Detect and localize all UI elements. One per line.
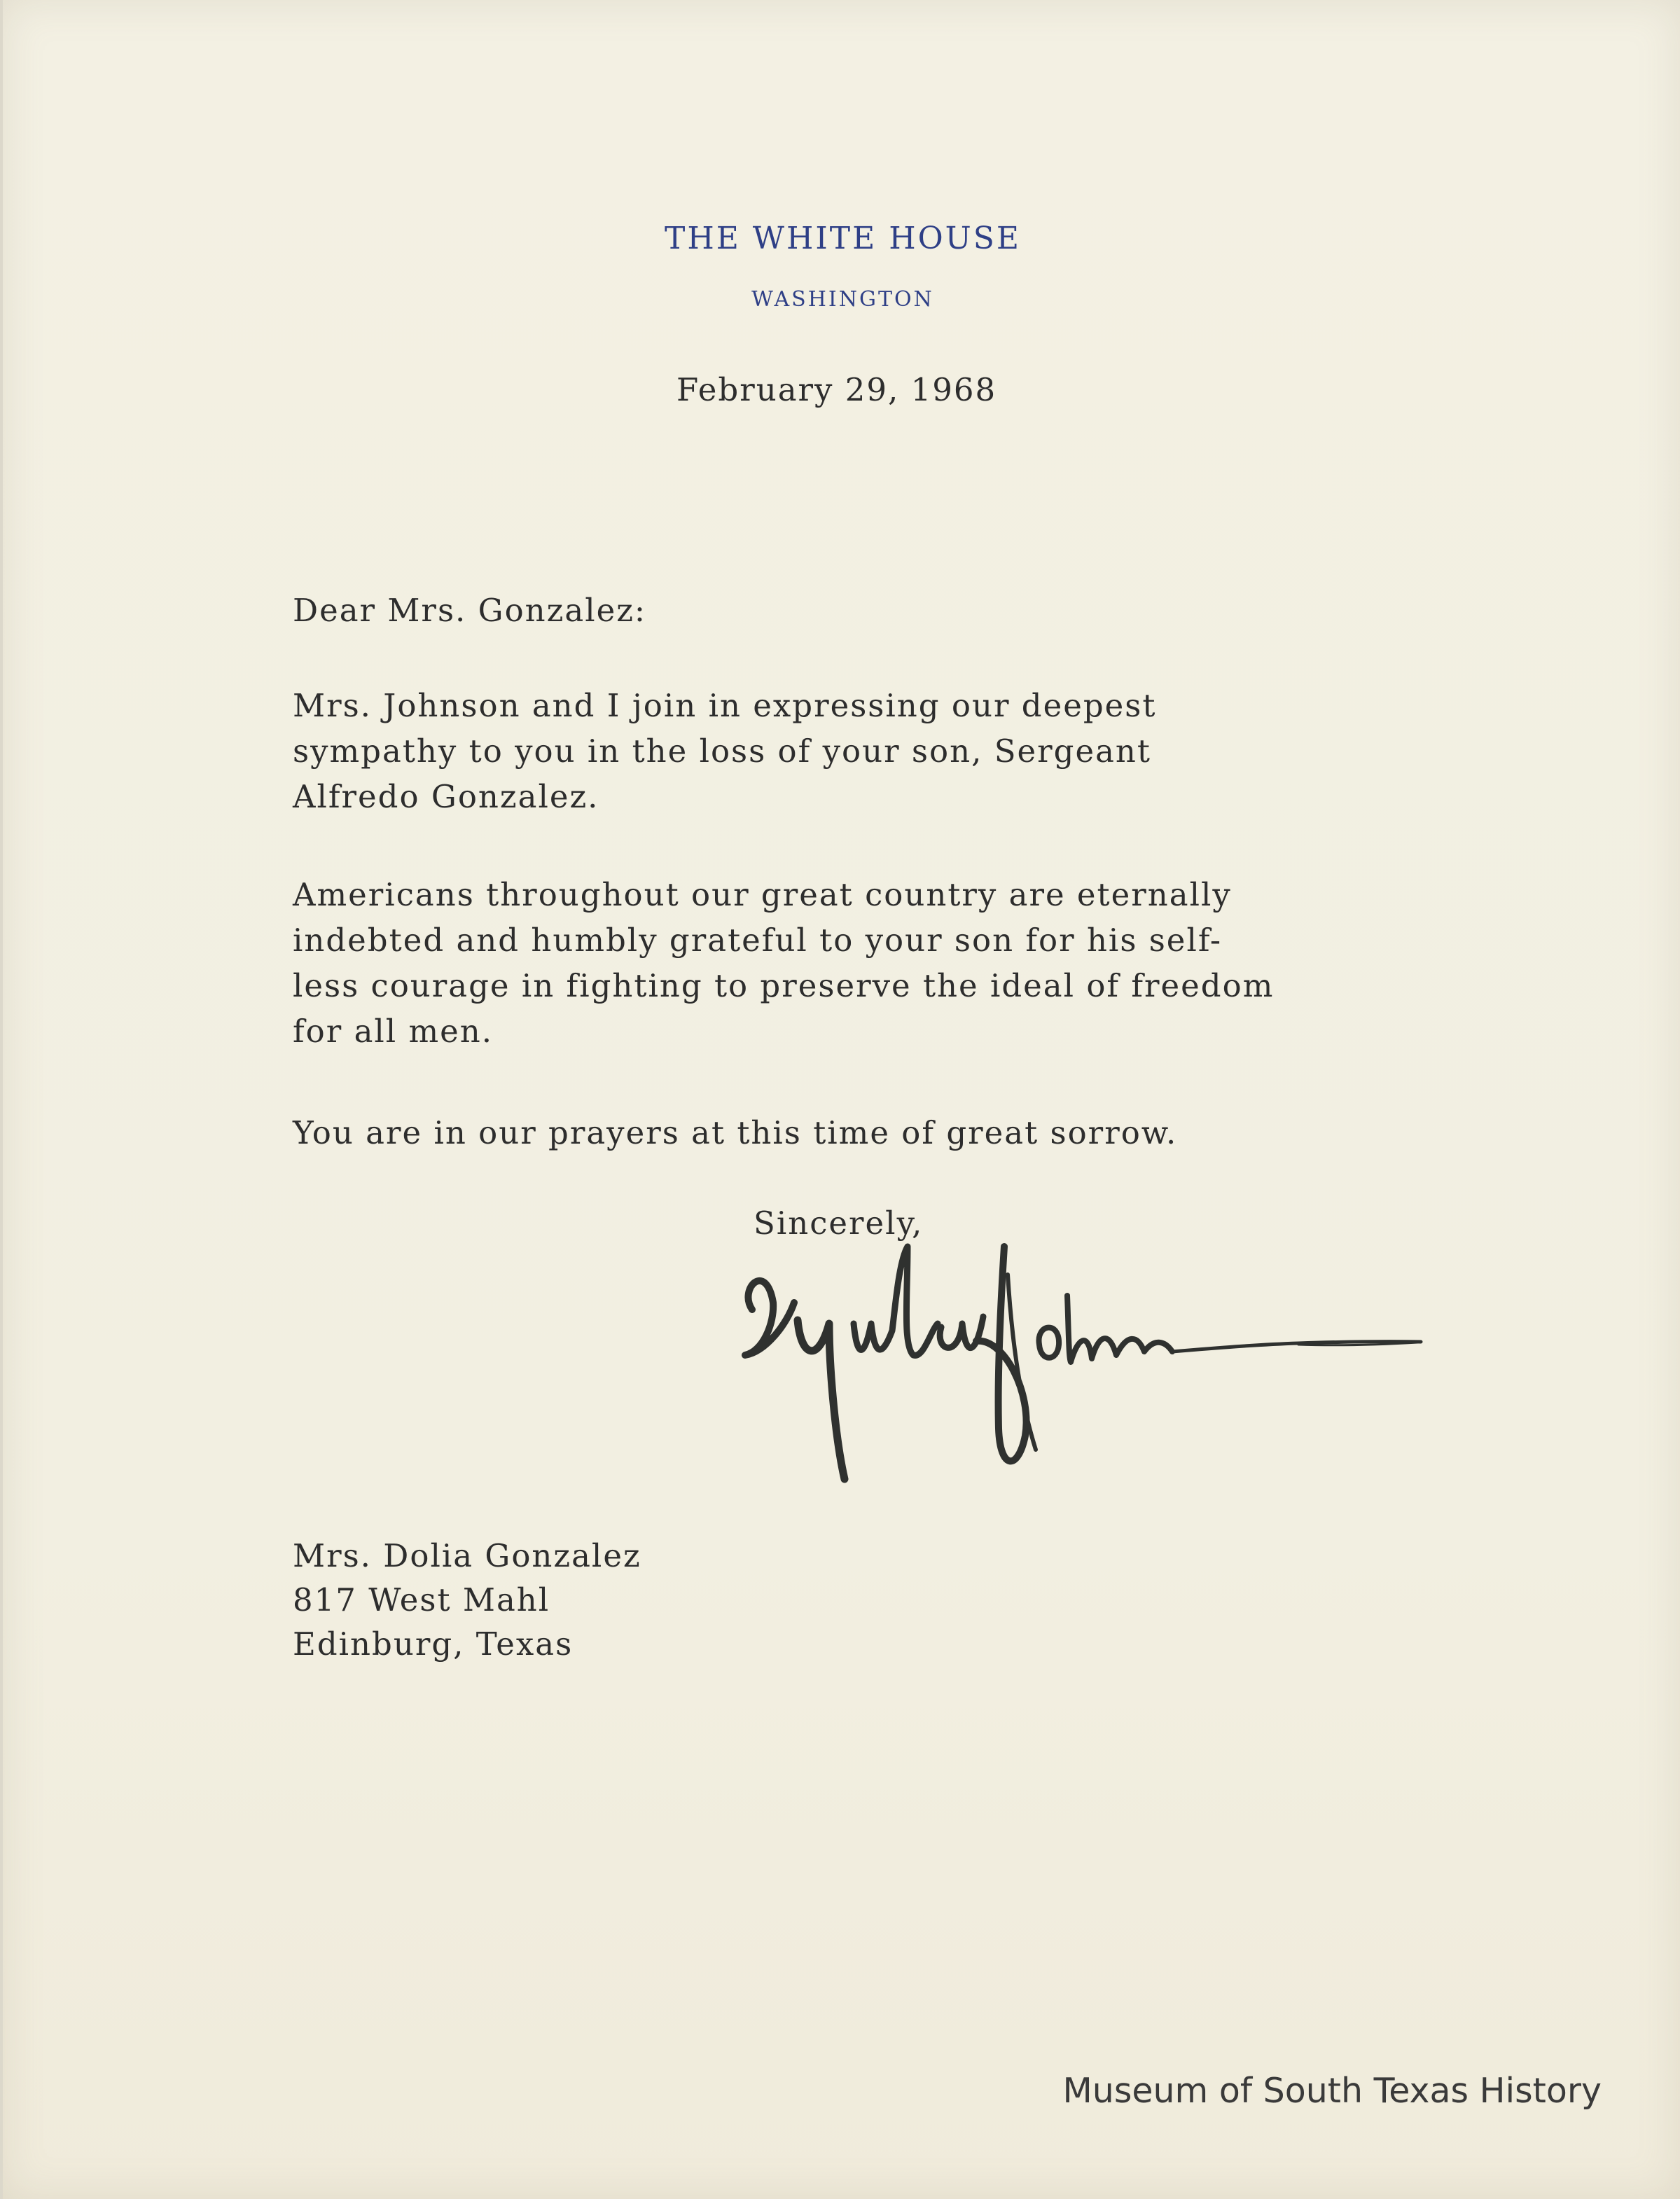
paragraph-condolence xyxy=(293,683,1156,819)
letter-date: February 29, 1968 xyxy=(676,371,997,408)
paragraph-line: You are in our prayers at this time of great sorrow. xyxy=(293,1114,1178,1151)
recipient-address xyxy=(293,1534,641,1666)
salutation: Dear Mrs. Gonzalez: xyxy=(293,592,647,629)
address-line: Edinburg, Texas xyxy=(293,1625,574,1663)
address-line: 817 West Mahl xyxy=(293,1581,550,1618)
signature xyxy=(724,1219,1438,1527)
letterhead-subtitle: WASHINGTON xyxy=(751,287,934,312)
paragraph-prayers xyxy=(293,1110,1177,1156)
letterhead-title: THE WHITE HOUSE xyxy=(664,221,1022,256)
paragraph-gratitude xyxy=(293,872,1274,1054)
paragraph-line: Alfredo Gonzalez. xyxy=(293,778,599,815)
address-line: Mrs. Dolia Gonzalez xyxy=(293,1537,641,1574)
paragraph-line: for all men. xyxy=(293,1013,494,1050)
paragraph-line: Mrs. Johnson and I join in expressing our deepest xyxy=(293,687,1157,724)
museum-watermark: Museum of South Texas History xyxy=(1062,2071,1602,2111)
paragraph-line: sympathy to you in the loss of your son, Sergeant xyxy=(293,733,1151,770)
paragraph-line: indebted and humbly grateful to your son for his self- xyxy=(293,922,1223,959)
closing: Sincerely, xyxy=(754,1205,924,1242)
paragraph-line: less courage in fighting to preserve the ideal of freedom xyxy=(293,967,1275,1004)
paragraph-line: Americans throughout our great country are eternally xyxy=(293,876,1232,913)
